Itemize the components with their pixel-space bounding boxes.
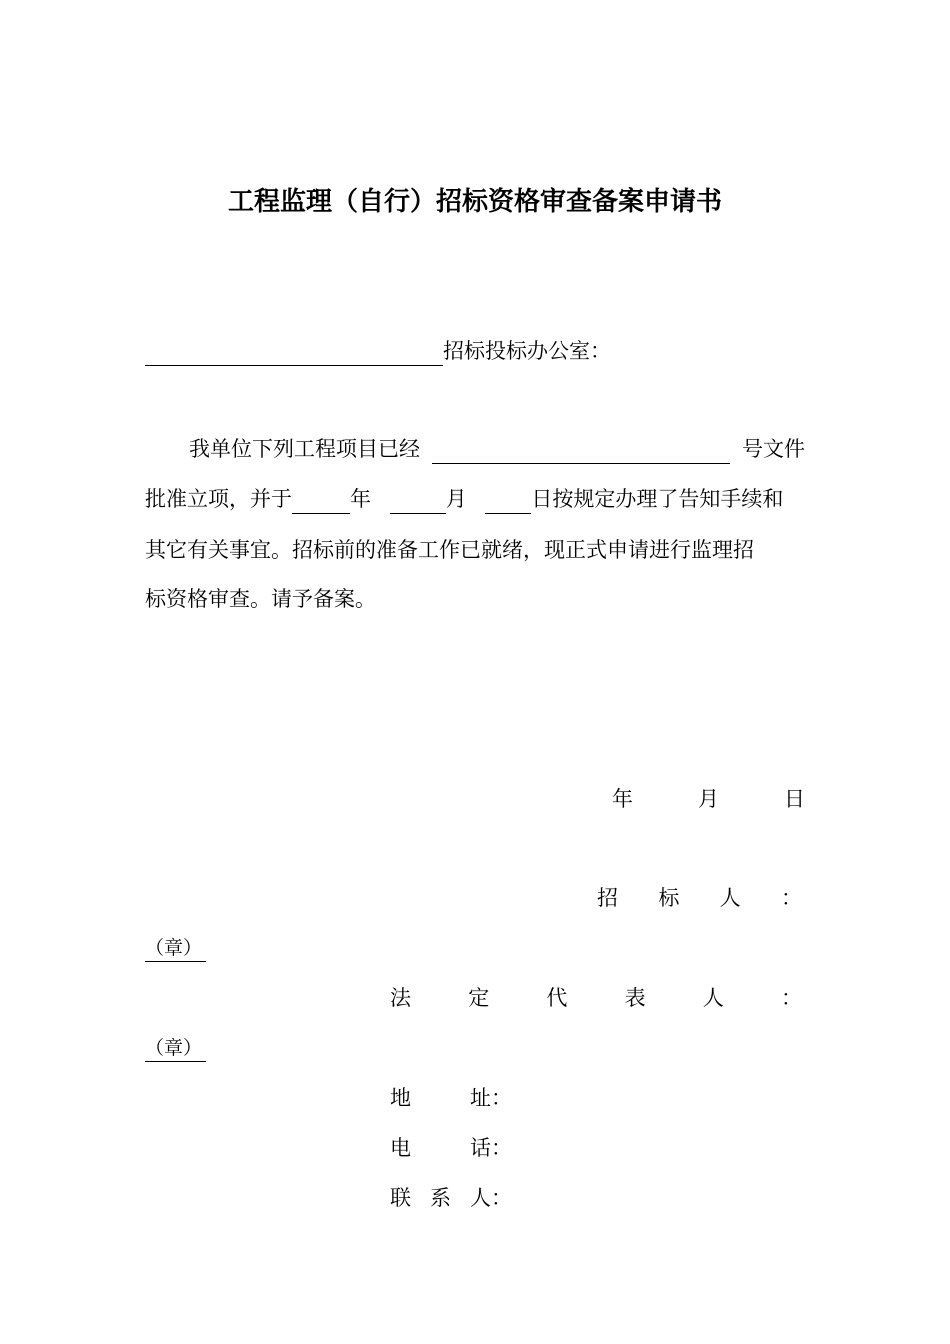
paragraph-line2-rest: 日按规定办理了告知手续和	[531, 487, 784, 511]
contact-label-char: 人：	[470, 1186, 512, 1210]
date-year-label: 年	[612, 787, 633, 811]
day-blank	[485, 487, 531, 514]
date-day-label: 日	[784, 787, 805, 811]
address-label-char: 地	[390, 1086, 411, 1110]
contact-person-row	[390, 1183, 512, 1213]
legal-rep-char: 表	[624, 986, 646, 1010]
addressee-suffix: 招标投标办公室：	[443, 339, 611, 363]
paragraph-line-4: 标资格审查。请予备案。	[145, 587, 376, 611]
legal-rep-char: 代	[546, 986, 568, 1010]
document-number-blank	[432, 437, 730, 464]
paragraph-line2-month: 月	[445, 487, 467, 511]
date-row	[612, 784, 805, 814]
year-blank	[292, 487, 350, 514]
legal-rep-char: 法	[390, 986, 411, 1010]
tenderer-char: 招	[597, 886, 618, 910]
legal-rep-char: 人	[702, 986, 724, 1010]
addressee-blank	[145, 339, 443, 366]
contact-label-char: 系	[430, 1186, 451, 1210]
legal-rep-char: 定	[468, 986, 490, 1010]
seal-tenderer: （章）	[145, 935, 206, 962]
paragraph-line1-suffix: 号文件	[742, 437, 805, 461]
address-row	[390, 1083, 512, 1113]
paragraph-line1-prefix: 我单位下列工程项目已经	[189, 437, 420, 461]
paragraph-line-1	[145, 434, 805, 464]
phone-label-char: 话：	[470, 1136, 512, 1160]
tenderer-char: ：	[780, 886, 802, 910]
address-label-char: 址：	[470, 1086, 512, 1110]
paragraph-line2-year: 年	[350, 487, 371, 511]
seal-legal-representative: （章）	[145, 1035, 206, 1062]
tenderer-row	[597, 883, 802, 913]
document-title: 工程监理（自行）招标资格审查备案申请书	[227, 187, 722, 217]
tenderer-char: 标	[658, 886, 680, 910]
month-blank	[390, 487, 446, 514]
legal-representative-row	[390, 983, 802, 1013]
tenderer-char: 人	[719, 886, 741, 910]
date-month-label: 月	[698, 787, 719, 811]
phone-row	[390, 1133, 512, 1163]
paragraph-line-2	[145, 484, 805, 514]
paragraph-line2-a: 批准立项，并于	[145, 487, 292, 511]
contact-label-char: 联	[390, 1186, 411, 1210]
paragraph-line-3: 其它有关事宜。招标前的准备工作已就绪，现正式申请进行监理招	[145, 538, 754, 562]
addressee-line	[145, 336, 611, 366]
phone-label-char: 电	[390, 1136, 411, 1160]
legal-rep-char: ：	[780, 986, 802, 1010]
